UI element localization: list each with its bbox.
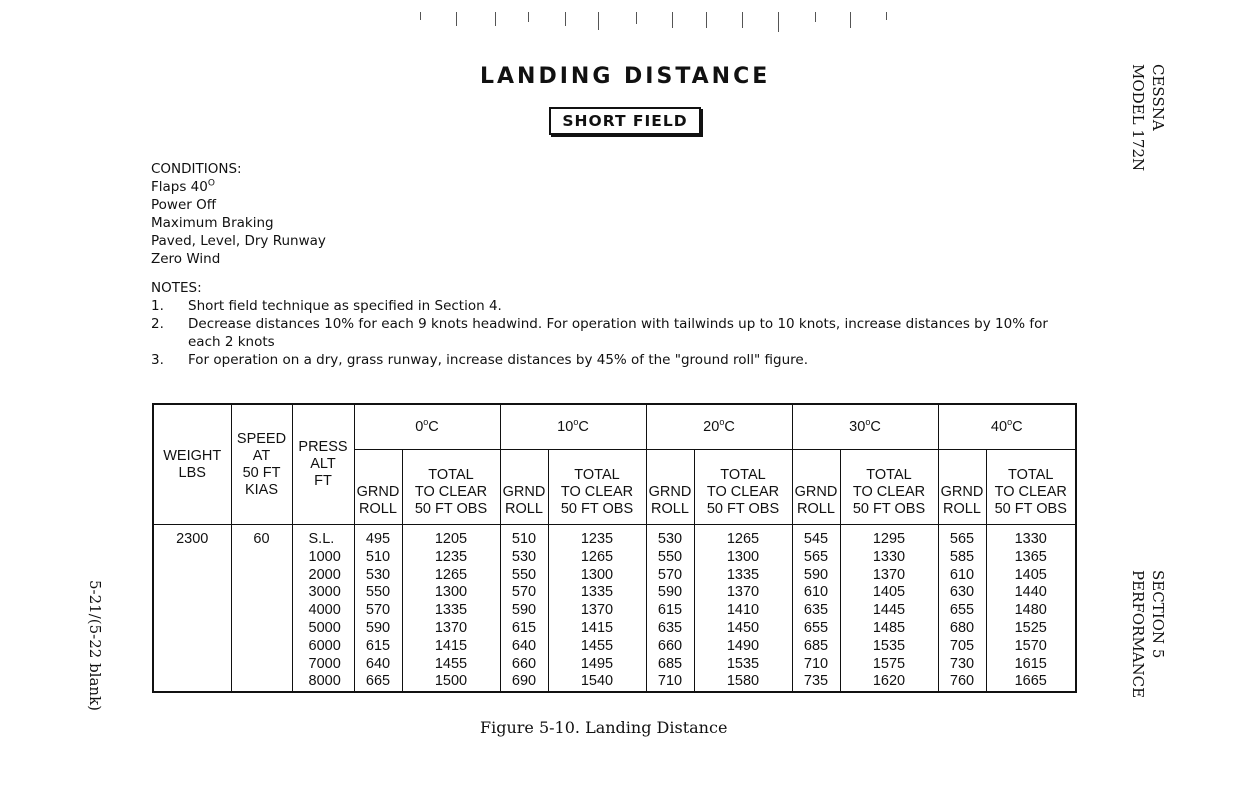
altitude-value: 4000 [308, 602, 341, 619]
grnd-roll-value: 655 [803, 619, 829, 636]
grnd-roll-value: 495 [365, 531, 391, 547]
total-clear-value: 1495 [580, 655, 614, 672]
total-clear-value: 1540 [580, 673, 614, 690]
altitude-value: 7000 [308, 655, 341, 672]
total-clear-value: 1370 [434, 619, 468, 636]
grnd-roll-column [646, 525, 694, 693]
note-item: 3. For operation on a dry, grass runway, increase distances by 45% of the "ground roll" figure. [151, 352, 809, 368]
side-header-model: CESSNA MODEL 172N [1129, 64, 1167, 172]
total-clear-value: 1455 [580, 637, 614, 654]
grnd-roll-value: 610 [803, 584, 829, 601]
side-header-section: SECTION 5 PERFORMANCE [1129, 570, 1167, 699]
grnd-roll-value: 570 [365, 602, 391, 619]
total-clear-value: 1580 [726, 673, 760, 690]
grnd-roll-value: 635 [657, 619, 683, 636]
grnd-roll-value: 735 [803, 673, 829, 690]
condition-item: Paved, Level, Dry Runway [151, 233, 326, 249]
total-clear-value: 1500 [434, 673, 468, 690]
altitude-value: 1000 [308, 548, 341, 565]
temp-header: 40$^o$C [938, 404, 1076, 450]
total-clear-value: 1330 [872, 548, 906, 565]
total-clear-value: 1490 [726, 637, 760, 654]
total-clear-value: 1440 [1014, 584, 1047, 601]
grnd-roll-header: GRND ROLL [646, 450, 694, 525]
conditions-heading: CONDITIONS: [151, 161, 242, 177]
grnd-roll-value: 660 [657, 637, 683, 654]
grnd-roll-value: 590 [803, 566, 829, 583]
total-clear-value: 1525 [1014, 619, 1047, 636]
temp-header: 10$^o$C [500, 404, 646, 450]
total-clear-value: 1665 [1014, 673, 1047, 690]
grnd-roll-value: 530 [365, 566, 391, 583]
grnd-roll-value: 530 [657, 531, 683, 547]
grnd-roll-value: 685 [803, 637, 829, 654]
temp-header: 30$^o$C [792, 404, 938, 450]
total-clear-value: 1300 [726, 548, 760, 565]
grnd-roll-value: 710 [657, 673, 683, 690]
total-clear-value: 1335 [434, 602, 468, 619]
total-clear-value: 1415 [580, 619, 614, 636]
total-clear-header: TOTAL TO CLEAR 50 FT OBS [986, 450, 1076, 525]
temp-header: 0$^o$C [354, 404, 500, 450]
notes-block [151, 279, 1091, 369]
condition-item: Maximum Braking [151, 215, 274, 231]
grnd-roll-value: 685 [657, 655, 683, 672]
grnd-roll-value: 635 [803, 602, 829, 619]
grnd-roll-value: 510 [365, 548, 391, 565]
note-item: 2. Decrease distances 10% for each 9 knots headwind. For operation with tailwinds up to 10 knots, increase distances by 10% for each 2 knots [151, 316, 1048, 350]
total-clear-value: 1365 [1014, 548, 1047, 565]
total-clear-value: 1300 [434, 584, 468, 601]
figure-caption: Figure 5-10. Landing Distance [480, 718, 728, 737]
total-clear-value: 1405 [872, 584, 906, 601]
notes-heading: NOTES: [151, 280, 202, 296]
total-clear-value: 1295 [872, 531, 906, 547]
conditions-block [151, 160, 326, 268]
weight-header: WEIGHT LBS [153, 404, 231, 525]
total-clear-value: 1535 [726, 655, 760, 672]
grnd-roll-value: 730 [949, 655, 975, 672]
page-number: 5-21/(5-22 blank) [86, 580, 104, 712]
grnd-roll-value: 680 [949, 619, 975, 636]
grnd-roll-value: 760 [949, 673, 975, 690]
grnd-roll-header: GRND ROLL [500, 450, 548, 525]
grnd-roll-value: 510 [511, 531, 537, 547]
grnd-roll-value: 590 [657, 584, 683, 601]
total-clear-value: 1265 [580, 548, 614, 565]
grnd-roll-value: 640 [511, 637, 537, 654]
condition-item: Flaps $40^O$ [151, 178, 215, 195]
total-clear-column [694, 525, 792, 693]
grnd-roll-value: 570 [657, 566, 683, 583]
grnd-roll-value: 530 [511, 548, 537, 565]
total-clear-column [840, 525, 938, 693]
total-clear-value: 1235 [580, 531, 614, 547]
grnd-roll-value: 565 [949, 531, 975, 547]
total-clear-header: TOTAL TO CLEAR 50 FT OBS [548, 450, 646, 525]
temp-header: 20$^o$C [646, 404, 792, 450]
grnd-roll-value: 590 [365, 619, 391, 636]
altitude-value: 3000 [308, 584, 341, 601]
grnd-roll-value: 615 [657, 602, 683, 619]
total-clear-value: 1265 [726, 531, 760, 547]
total-clear-value: 1410 [726, 602, 760, 619]
speed-header: SPEED AT 50 FT KIAS [231, 404, 292, 525]
total-clear-column [402, 525, 500, 693]
total-clear-value: 1300 [580, 566, 614, 583]
weight-cell: 2300 [153, 525, 231, 693]
total-clear-value: 1415 [434, 637, 468, 654]
total-clear-value: 1445 [872, 602, 906, 619]
grnd-roll-value: 665 [365, 673, 391, 690]
total-clear-value: 1615 [1014, 655, 1047, 672]
total-clear-value: 1370 [726, 584, 760, 601]
grnd-roll-value: 705 [949, 637, 975, 654]
grnd-roll-header: GRND ROLL [354, 450, 402, 525]
condition-item: Power Off [151, 197, 217, 213]
total-clear-value: 1335 [726, 566, 760, 583]
note-item: 1. Short field technique as specified in Section 4. [151, 298, 502, 314]
total-clear-value: 1370 [580, 602, 614, 619]
subtitle: SHORT FIELD [562, 112, 688, 130]
grnd-roll-value: 630 [949, 584, 975, 601]
altitude-value: 8000 [308, 673, 341, 690]
grnd-roll-value: 550 [365, 584, 391, 601]
total-clear-value: 1205 [434, 531, 468, 547]
total-clear-value: 1620 [872, 673, 906, 690]
total-clear-value: 1570 [1014, 637, 1047, 654]
altitude-value: 5000 [308, 619, 341, 636]
grnd-roll-value: 640 [365, 655, 391, 672]
total-clear-value: 1455 [434, 655, 468, 672]
grnd-roll-value: 585 [949, 548, 975, 565]
total-clear-header: TOTAL TO CLEAR 50 FT OBS [694, 450, 792, 525]
condition-item: Zero Wind [151, 251, 221, 267]
subtitle-box [549, 107, 701, 135]
total-clear-value: 1370 [872, 566, 906, 583]
grnd-roll-column [500, 525, 548, 693]
total-clear-value: 1535 [872, 637, 906, 654]
altitude-value: 2000 [308, 566, 341, 583]
grnd-roll-column [938, 525, 986, 693]
grnd-roll-value: 710 [803, 655, 829, 672]
total-clear-value: 1450 [726, 619, 760, 636]
grnd-roll-header: GRND ROLL [792, 450, 840, 525]
press-alt-header: PRESS ALT FT [292, 404, 354, 525]
speed-cell: 60 [231, 525, 292, 693]
total-clear-value: 1330 [1014, 531, 1047, 547]
total-clear-value: 1405 [1014, 566, 1047, 583]
altitude-cell [292, 525, 354, 693]
grnd-roll-value: 690 [511, 673, 537, 690]
grnd-roll-value: 655 [949, 602, 975, 619]
total-clear-value: 1265 [434, 566, 468, 583]
grnd-roll-value: 610 [949, 566, 975, 583]
total-clear-value: 1235 [434, 548, 468, 565]
total-clear-column [986, 525, 1076, 693]
total-clear-header: TOTAL TO CLEAR 50 FT OBS [402, 450, 500, 525]
grnd-roll-value: 565 [803, 548, 829, 565]
total-clear-value: 1575 [872, 655, 906, 672]
page-title: LANDING DISTANCE [480, 64, 771, 89]
total-clear-header: TOTAL TO CLEAR 50 FT OBS [840, 450, 938, 525]
landing-distance-table [152, 403, 1077, 693]
grnd-roll-value: 615 [365, 637, 391, 654]
grnd-roll-value: 660 [511, 655, 537, 672]
grnd-roll-value: 550 [511, 566, 537, 583]
total-clear-value: 1335 [580, 584, 614, 601]
grnd-roll-value: 545 [803, 531, 829, 547]
total-clear-value: 1480 [1014, 602, 1047, 619]
grnd-roll-value: 570 [511, 584, 537, 601]
altitude-value: S.L. [308, 531, 335, 547]
grnd-roll-header: GRND ROLL [938, 450, 986, 525]
grnd-roll-value: 550 [657, 548, 683, 565]
total-clear-value: 1485 [872, 619, 906, 636]
grnd-roll-column [792, 525, 840, 693]
grnd-roll-value: 615 [511, 619, 537, 636]
grnd-roll-value: 590 [511, 602, 537, 619]
grnd-roll-column [354, 525, 402, 693]
total-clear-column [548, 525, 646, 693]
altitude-value: 6000 [308, 637, 341, 654]
